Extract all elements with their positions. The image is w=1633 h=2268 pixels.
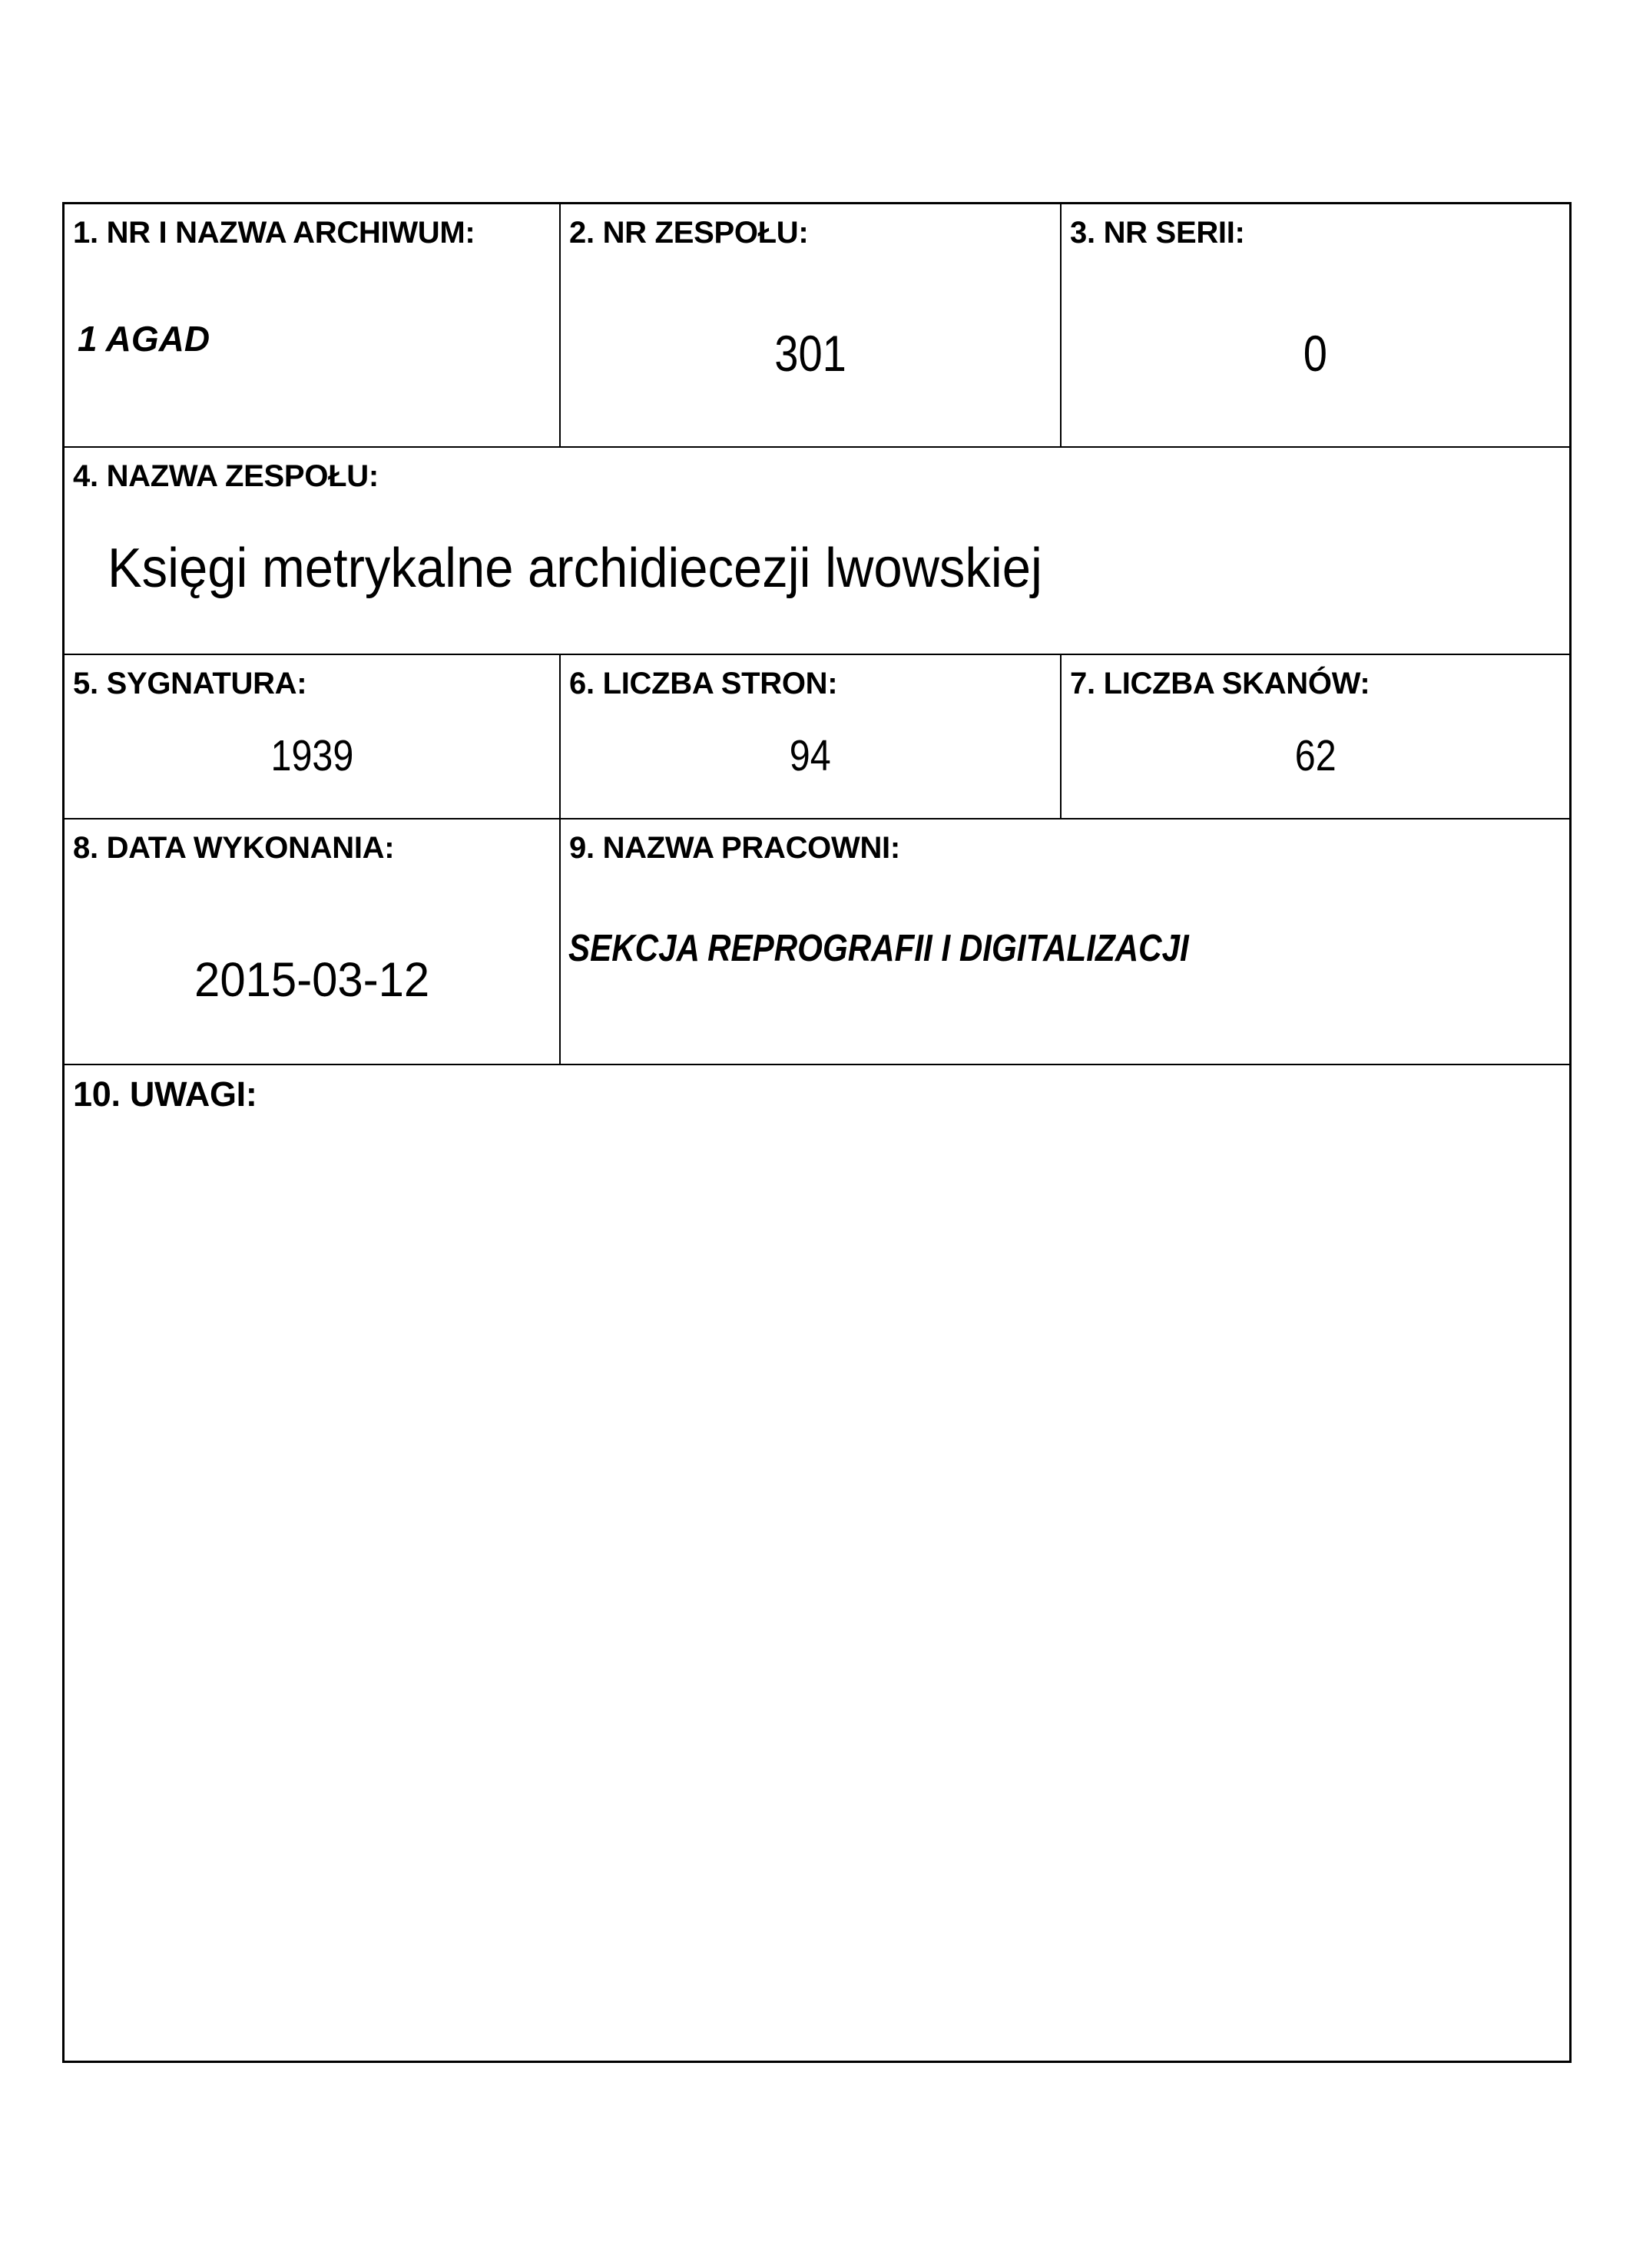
field-value: 0 [1303, 325, 1328, 382]
field-value: 2015-03-12 [194, 953, 430, 1007]
field-nazwa-zespolu [65, 448, 1569, 655]
field-label: 4. NAZWA ZESPOŁU: [73, 459, 379, 493]
field-uwagi [65, 1065, 1569, 2061]
field-value: 94 [790, 731, 831, 780]
field-label: 7. LICZBA SKANÓW: [1070, 667, 1370, 700]
field-data-wykonania [65, 819, 561, 1065]
archive-metadata-table [62, 202, 1572, 2063]
field-nazwa-pracowni [561, 819, 1569, 1065]
field-value: Księgi metrykalne archidiecezji lwowskiej [108, 538, 1042, 599]
field-nr-serii [1062, 204, 1569, 448]
field-label: 1. NR I NAZWA ARCHIWUM: [73, 216, 475, 250]
field-value: 1939 [270, 731, 353, 780]
field-label: 8. DATA WYKONANIA: [73, 831, 395, 865]
field-label: 2. NR ZESPOŁU: [569, 216, 809, 250]
field-value: 301 [774, 325, 846, 382]
field-value: 62 [1294, 731, 1337, 780]
field-value: SEKCJA REPROGRAFII I DIGITALIZACJI [568, 928, 1189, 969]
field-liczba-stron [561, 655, 1062, 819]
field-label: 9. NAZWA PRACOWNI: [569, 831, 900, 865]
field-nr-i-nazwa-archiwum [65, 204, 561, 448]
field-nr-zespolu [561, 204, 1062, 448]
field-value: 1 AGAD [78, 319, 210, 359]
field-label: 5. SYGNATURA: [73, 667, 307, 700]
field-sygnatura [65, 655, 561, 819]
field-label: 6. LICZBA STRON: [569, 667, 838, 700]
field-label: 10. UWAGI: [73, 1074, 257, 1114]
field-liczba-skanow [1062, 655, 1569, 819]
field-label: 3. NR SERII: [1070, 216, 1245, 250]
